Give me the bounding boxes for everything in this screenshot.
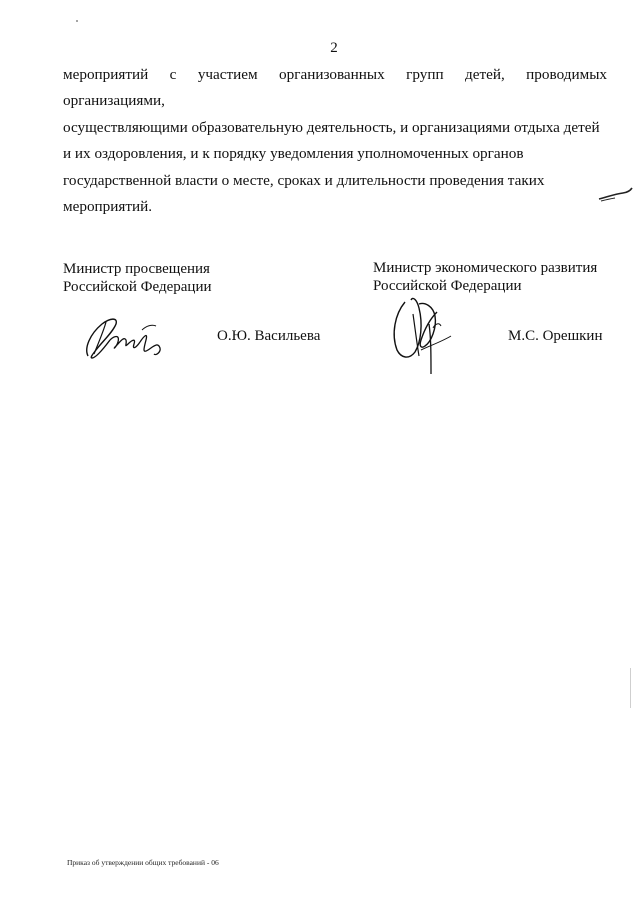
body-line: мероприятий с участием организованных групп детей, проводимых организациями,: [63, 66, 607, 110]
signer-right-title: [373, 259, 597, 295]
signer-left-title: [63, 260, 212, 296]
signer-left-organization: Российской Федерации: [63, 279, 212, 295]
signature-oreshkin: [385, 294, 465, 376]
scan-edge-mark: [630, 668, 631, 708]
signer-right-position: Министр экономического развития: [373, 260, 598, 276]
pen-stroke-mark: [597, 185, 633, 207]
body-line: и их оздоровления, и к порядку уведомления уполномоченных органов: [63, 145, 524, 163]
signer-left-position: Министр просвещения: [63, 261, 210, 277]
body-line: государственной власти о месте, сроках и длительности проведения таких: [63, 171, 545, 189]
footer-note: Приказ об утверждении общих требований - 06: [67, 858, 219, 867]
body-paragraph: [63, 62, 607, 220]
scan-speck: [76, 20, 78, 22]
page-number: 2: [330, 40, 338, 56]
signer-left-name: О.Ю. Васильева: [217, 328, 321, 344]
signer-right-name: М.С. Орешкин: [508, 328, 603, 344]
signer-right-organization: Российской Федерации: [373, 278, 522, 294]
body-line: осуществляющими образовательную деятельность, и организациями отдыха детей: [63, 118, 600, 136]
body-line: мероприятий.: [63, 198, 153, 216]
signature-vasilyeva: [82, 312, 172, 362]
